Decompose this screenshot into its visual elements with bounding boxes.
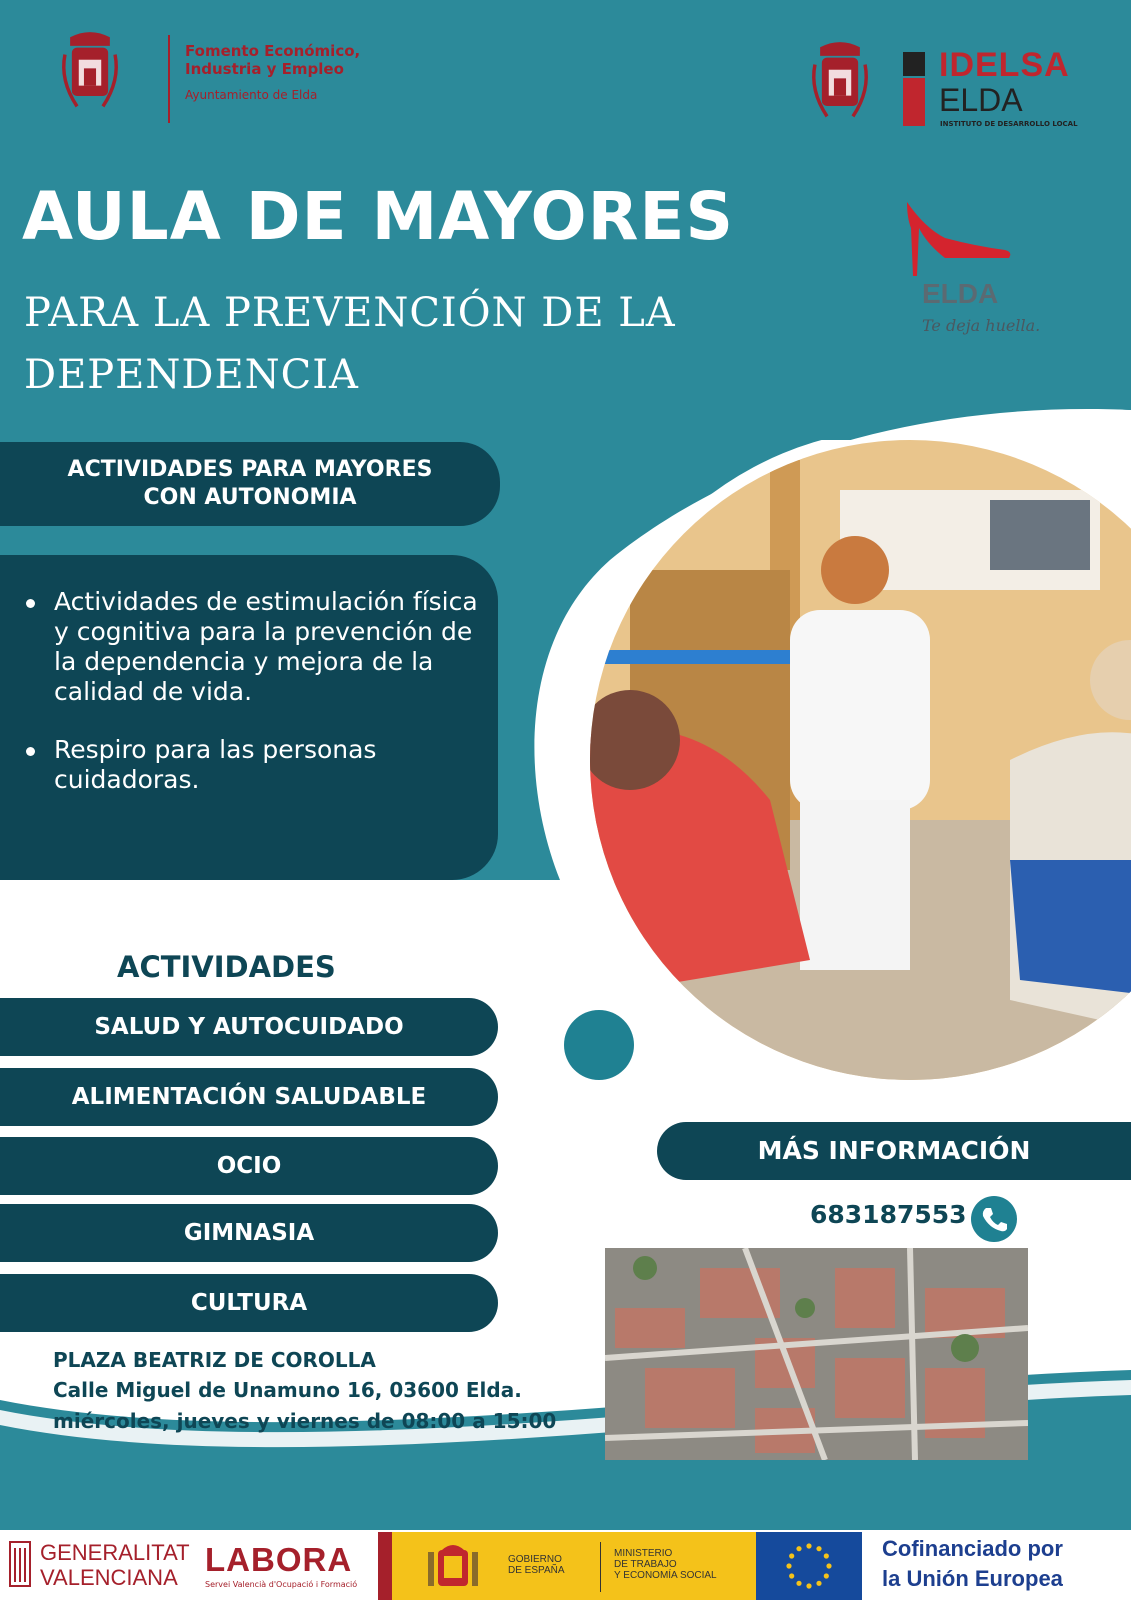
generalitat-line1: GENERALITAT — [40, 1540, 190, 1565]
labora-logo: LABORA — [205, 1541, 353, 1578]
autonomy-header — [0, 442, 500, 526]
high-heel-icon — [905, 198, 1015, 278]
eu-star-icon — [789, 1553, 794, 1558]
idelsa-name: IDELSA — [939, 46, 1070, 84]
decorative-dot — [564, 1010, 634, 1080]
activity-item: OCIO — [0, 1137, 498, 1195]
description-box — [0, 555, 498, 880]
description-list — [0, 555, 498, 795]
fomento-logo-text — [185, 42, 360, 102]
generalitat-emblem-icon — [4, 1536, 36, 1596]
elda-brand-tagline: Te deja huella. — [922, 316, 1041, 335]
eu-star-icon — [824, 1573, 829, 1578]
address-place: PLAZA BEATRIZ DE COROLLA — [53, 1348, 376, 1372]
eu-star-icon — [816, 1581, 821, 1586]
location-map[interactable] — [605, 1248, 1028, 1460]
ministerio-text — [614, 1548, 717, 1581]
ayuntamiento-label: Ayuntamiento de Elda — [185, 88, 318, 102]
fomento-line2: Industria y Empleo — [185, 60, 344, 78]
generalitat-line2: VALENCIANA — [40, 1565, 178, 1590]
eu-cofinanced-label — [882, 1534, 1063, 1594]
address-schedule: miércoles, jueves y viernes de 08:00 a 15:00 — [53, 1409, 557, 1433]
spain-coat-of-arms-icon — [418, 1540, 488, 1592]
activity-item: CULTURA — [0, 1274, 498, 1332]
eu-star-icon — [786, 1563, 791, 1568]
eu-star-icon — [826, 1563, 831, 1568]
idelsa-coat-of-arms-icon — [805, 30, 875, 125]
activity-item: SALUD Y AUTOCUIDADO — [0, 998, 498, 1056]
eu-star-icon — [789, 1573, 794, 1578]
eu-star-icon — [816, 1546, 821, 1551]
activity-item: GIMNASIA — [0, 1204, 498, 1262]
elda-brand-word: ELDA — [922, 278, 999, 309]
description-bullet: Actividades de estimulación física y cognitiva para la prevención de la dependencia y mejora de la calidad de vida. — [54, 587, 498, 707]
page-title: AULA DE MAYORES — [22, 178, 735, 255]
elda-coat-of-arms-icon — [55, 20, 125, 115]
ministerio-line1: MINISTERIO — [614, 1548, 673, 1559]
activities-title: ACTIVIDADES — [117, 950, 336, 984]
gobierno-logo — [378, 1532, 756, 1600]
eu-star-icon — [824, 1553, 829, 1558]
eu-star-icon — [806, 1583, 811, 1588]
activity-photo — [570, 440, 1131, 1100]
description-bullet: Respiro para las personas cuidadoras. — [54, 735, 498, 795]
gobierno-line2: DE ESPAÑA — [508, 1565, 565, 1576]
eu-star-icon — [796, 1546, 801, 1551]
eu-cofinanced-line1: Cofinanciado por — [882, 1536, 1063, 1561]
ministerio-line2: DE TRABAJO — [614, 1559, 677, 1570]
logo-separator — [168, 35, 170, 123]
phone-number[interactable]: 683187553 — [810, 1200, 967, 1229]
eu-cofinanced-line2: la Unión Europea — [882, 1566, 1063, 1591]
phone-icon[interactable] — [971, 1196, 1017, 1242]
fomento-line1: Fomento Económico, — [185, 42, 361, 60]
labora-caption: Servei Valencià d'Ocupació i Formació — [205, 1580, 358, 1589]
idelsa-caption: INSTITUTO DE DESARROLLO LOCAL — [940, 120, 1078, 128]
elda-name: ELDA — [939, 82, 1023, 118]
more-info-header: MÁS INFORMACIÓN — [657, 1122, 1131, 1180]
ministerio-line3: Y ECONOMÍA SOCIAL — [614, 1570, 717, 1581]
address-street: Calle Miguel de Unamuno 16, 03600 Elda. — [53, 1378, 522, 1402]
address-block — [53, 1346, 556, 1437]
page-subtitle: PARA LA PREVENCIÓN DE LA DEPENDENCIA — [24, 290, 676, 398]
eu-star-icon — [806, 1543, 811, 1548]
autonomy-header-line1: ACTIVIDADES PARA MAYORES — [67, 457, 433, 482]
generalitat-logo — [40, 1540, 190, 1590]
activity-item: ALIMENTACIÓN SALUDABLE — [0, 1068, 498, 1126]
gobierno-line1: GOBIERNO — [508, 1554, 562, 1565]
autonomy-header-line2: CON AUTONOMIA — [143, 485, 357, 510]
eu-star-icon — [796, 1581, 801, 1586]
gobierno-text — [508, 1554, 565, 1576]
eu-flag-icon — [756, 1532, 862, 1600]
